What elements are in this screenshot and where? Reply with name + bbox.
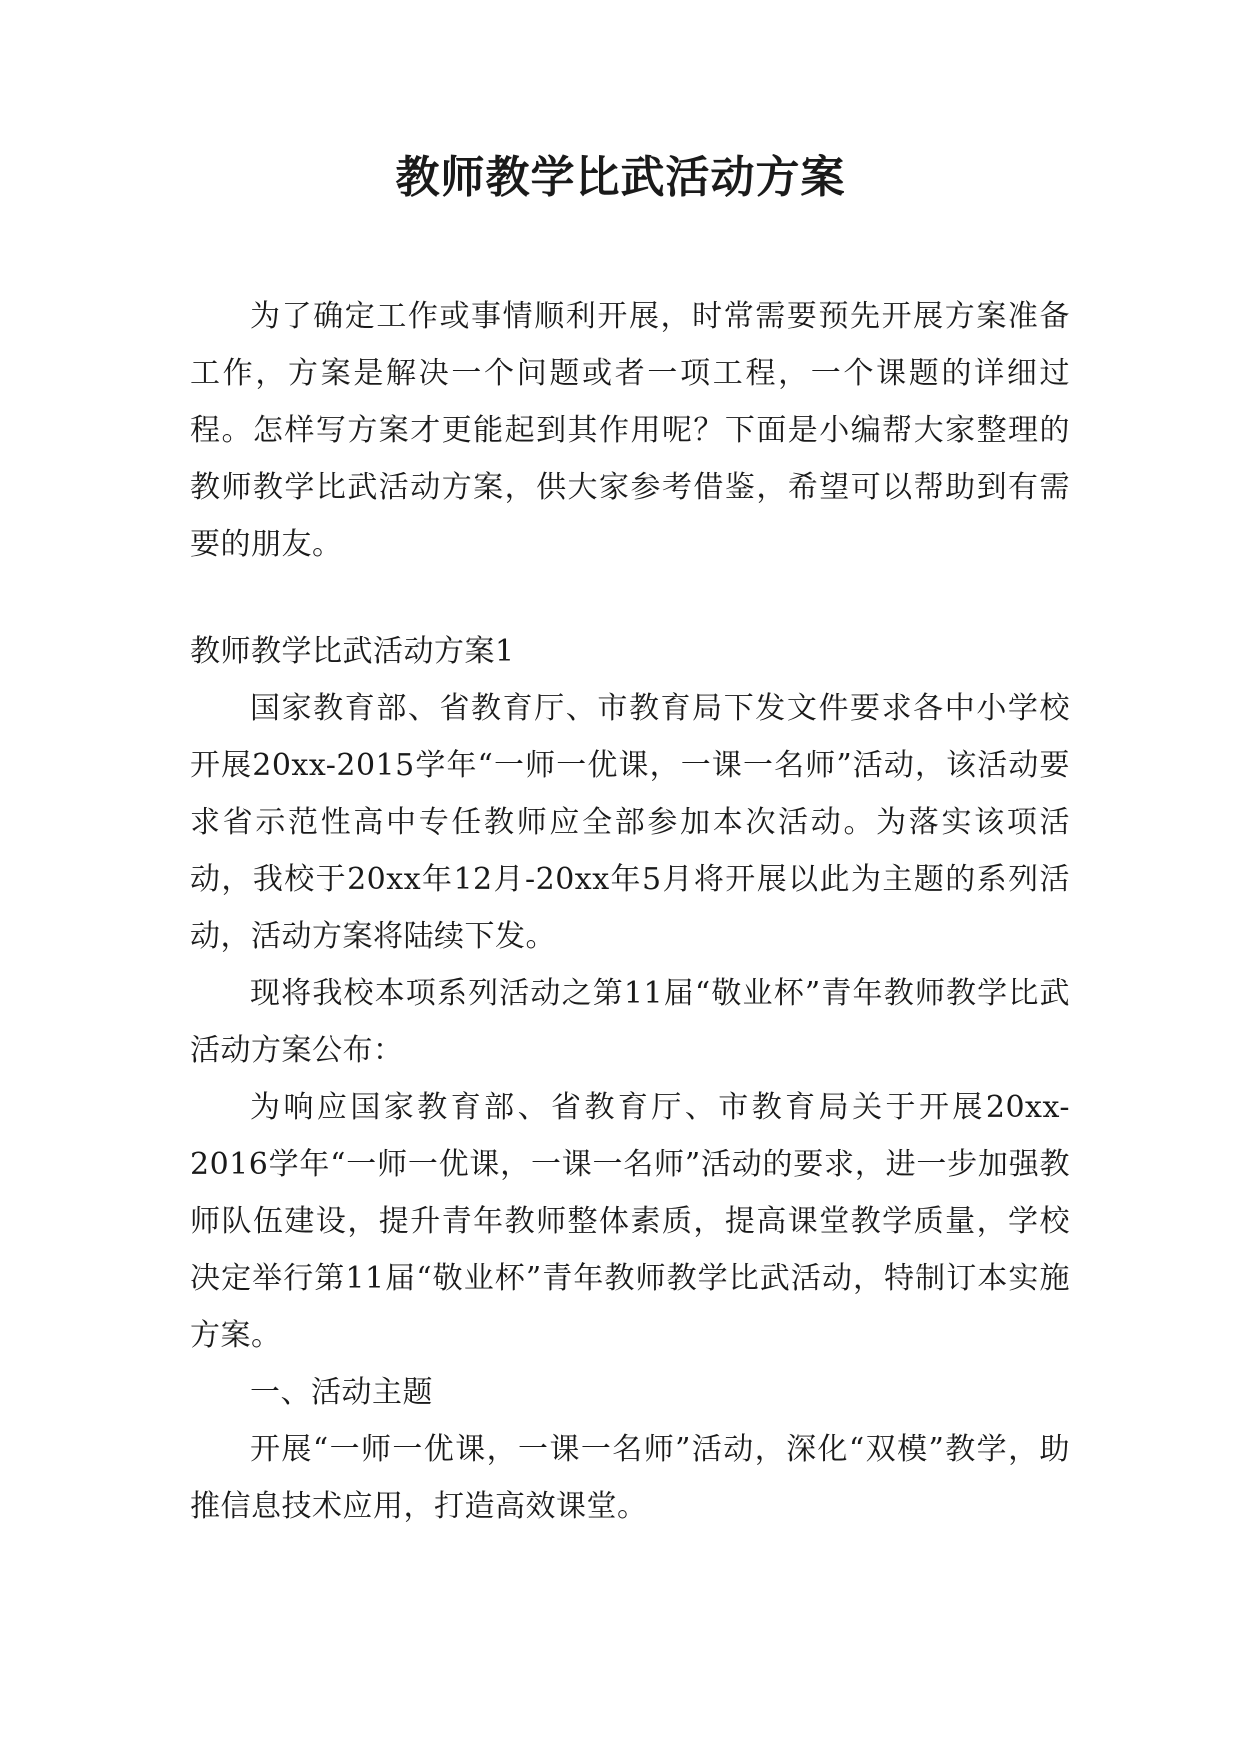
paragraph-3: 为响应国家教育部、省教育厅、市教育局关于开展20xx-2016学年“一师一优课，一课一名师”活动的要求，进一步加强教师队伍建设，提升青年教师整体素质，提高课堂教学质量，学校决定举行第11届“敬业杯”青年教师教学比武活动，特制订本实施方案。 bbox=[190, 1090, 1070, 1353]
paragraph-1: 国家教育部、省教育厅、市教育局下发文件要求各中小学校开展20xx-2015学年“一师一优课，一课一名师”活动，该活动要求省示范性高中专任教师应全部参加本次活动。为落实该项活动，我校于20xx年12月-20xx年5月将开展以此为主题的系列活动，活动方案将陆续下发。 bbox=[190, 691, 1070, 954]
document-body bbox=[190, 288, 1070, 1535]
section-heading: 教师教学比武活动方案1 bbox=[190, 634, 515, 669]
paragraph-4: 开展“一师一优课，一课一名师”活动，深化“双模”教学，助推信息技术应用，打造高效课堂。 bbox=[190, 1432, 1070, 1524]
intro-paragraph: 为了确定工作或事情顺利开展，时常需要预先开展方案准备工作，方案是解决一个问题或者一项工程，一个课题的详细过程。怎样写方案才更能起到其作用呢？下面是小编帮大家整理的教师教学比武活动方案，供大家参考借鉴，希望可以帮助到有需要的朋友。 bbox=[190, 299, 1070, 562]
subheading-activity-theme: 一、活动主题 bbox=[250, 1375, 433, 1410]
document-title: 教师教学比武活动方案 bbox=[395, 152, 846, 203]
paragraph-2: 现将我校本项系列活动之第11届“敬业杯”青年教师教学比武活动方案公布： bbox=[190, 976, 1070, 1068]
